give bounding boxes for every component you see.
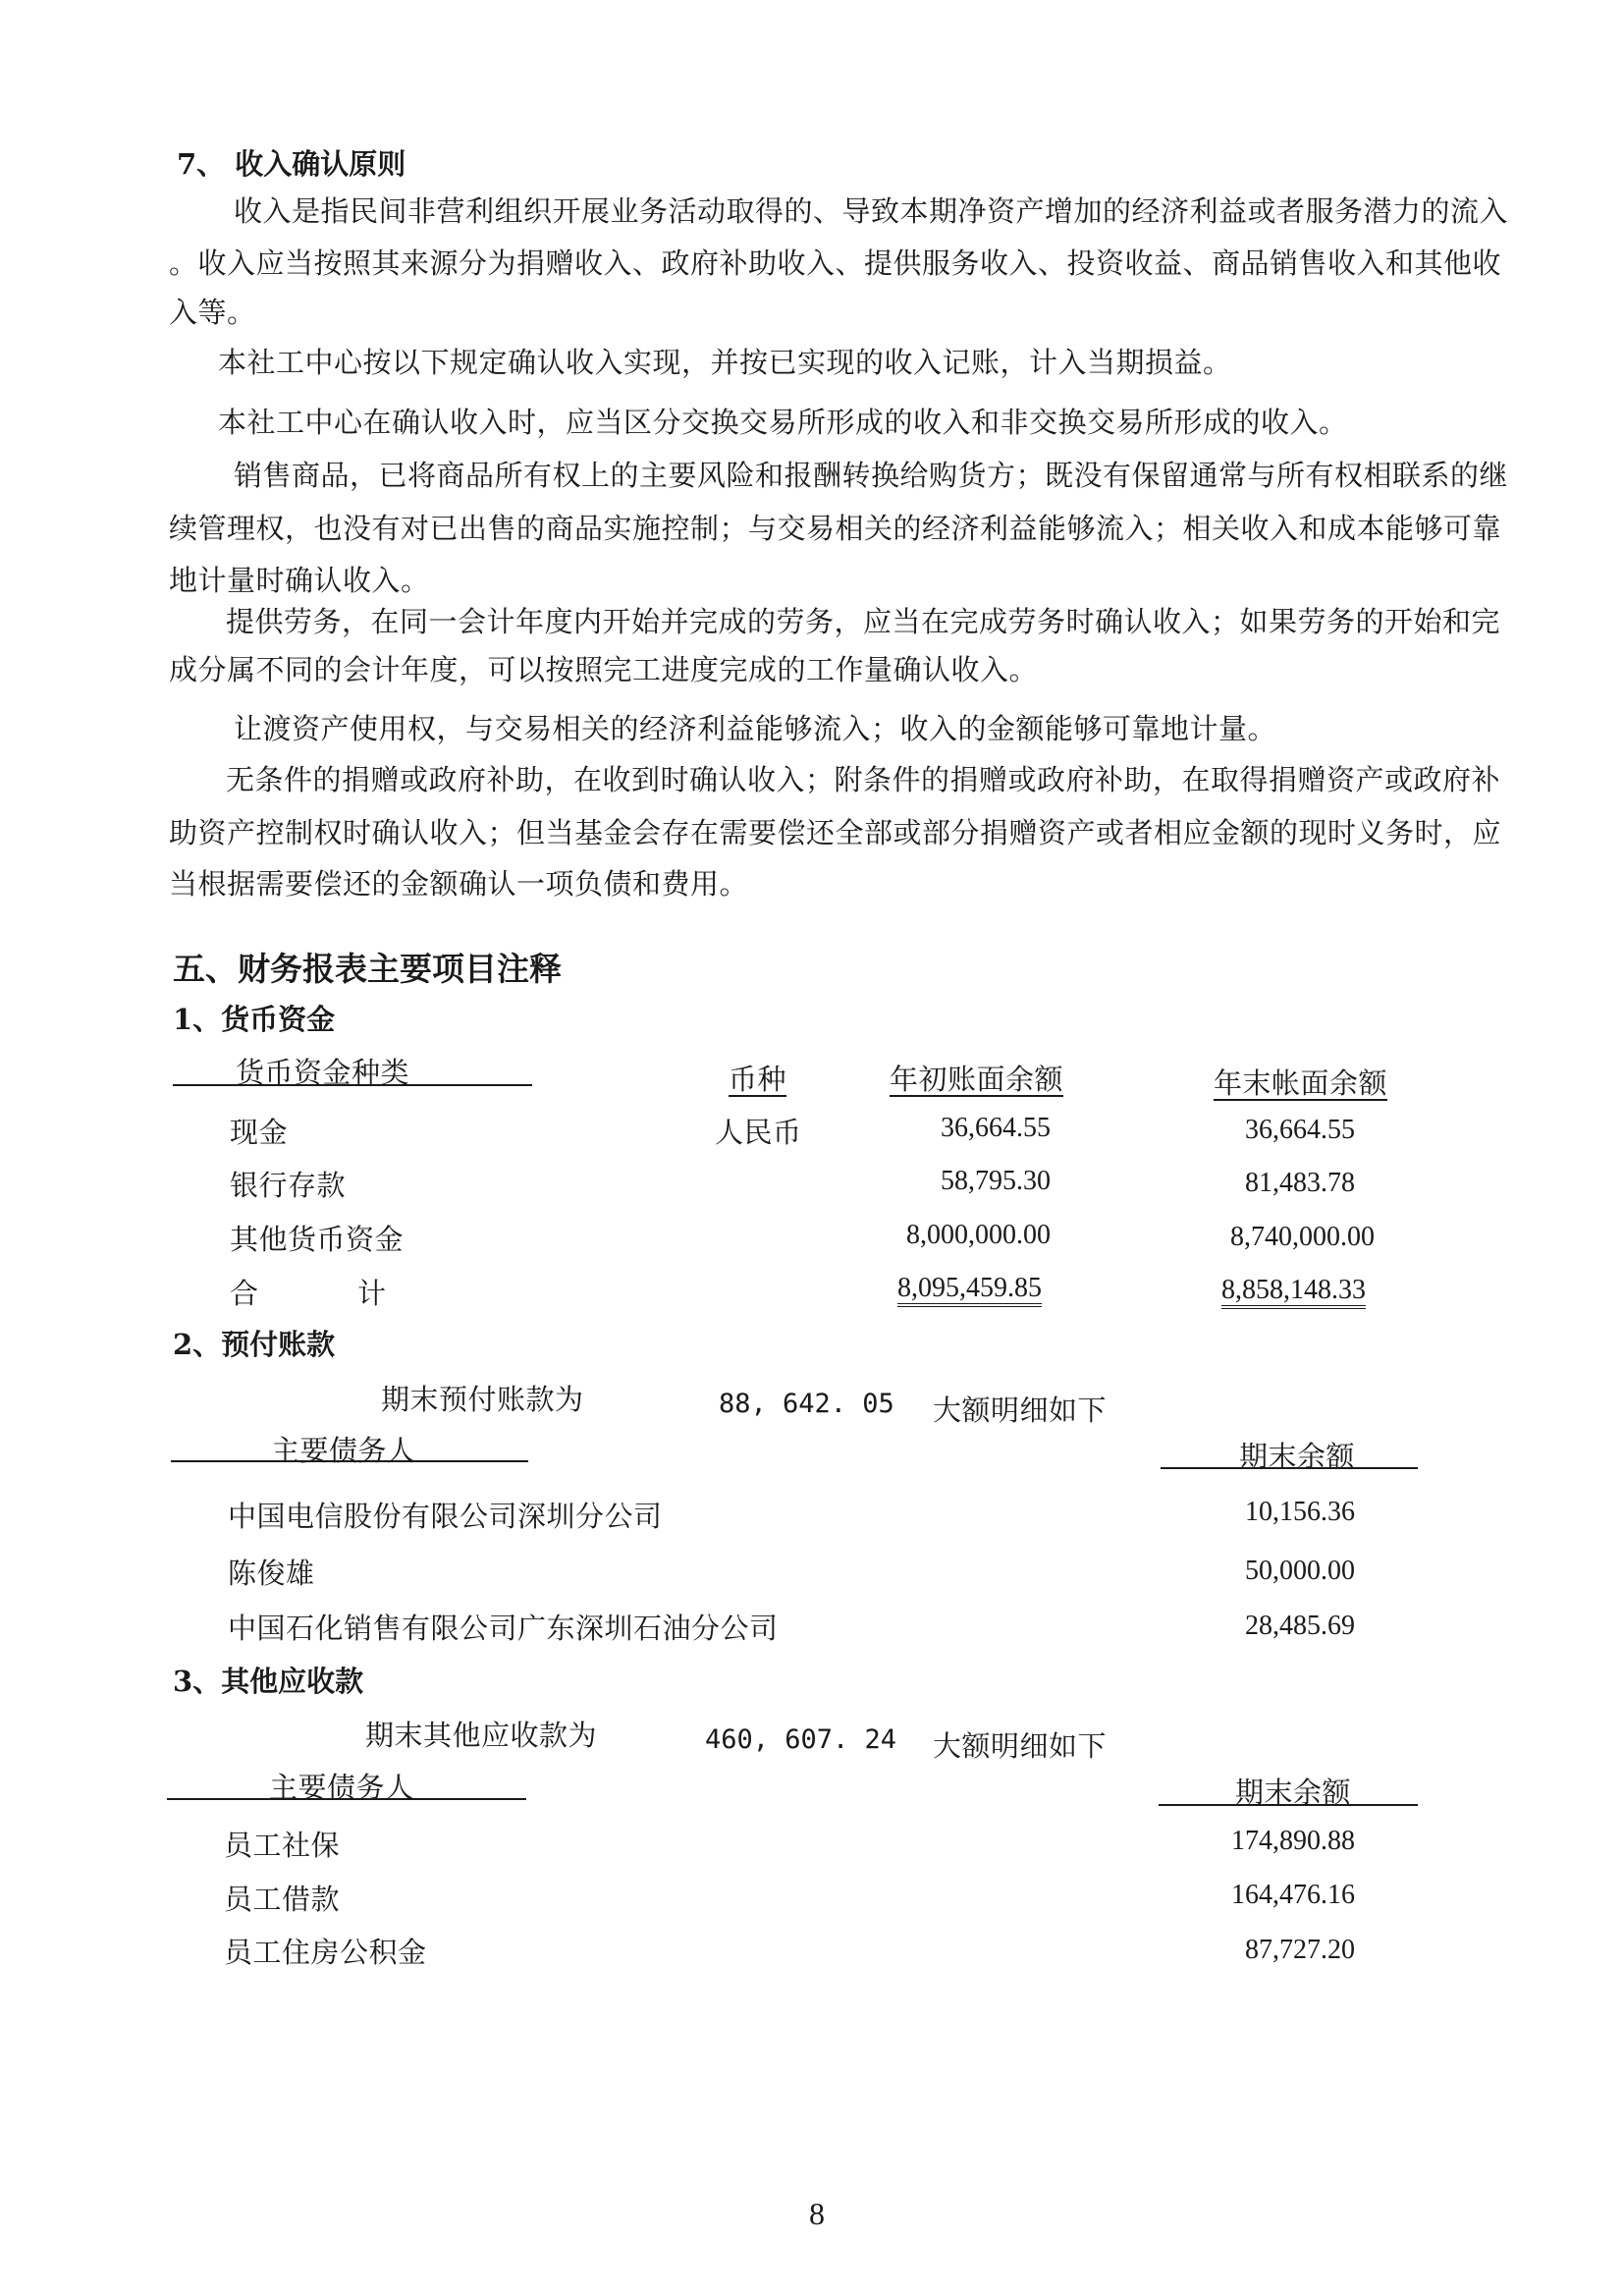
cash-row-closing: 36,664.55: [1245, 1115, 1355, 1145]
paragraph-line: 。收入应当按照其来源分为捐赠收入、政府补助收入、提供服务收入、投资收益、商品销售收入和其他收: [169, 246, 1502, 280]
cash-row-name: 现金: [230, 1116, 289, 1149]
cash-total-label-a: 合: [230, 1277, 259, 1310]
other-receivables-row-name: 员工社保: [224, 1829, 341, 1862]
paragraph-line: 入等。: [169, 296, 256, 329]
other-receivables-row-name: 员工借款: [224, 1883, 341, 1916]
page-number: 8: [809, 2196, 825, 2231]
prepaid-row-balance: 10,156.36: [1245, 1497, 1355, 1527]
cash-row-name: 银行存款: [230, 1169, 347, 1202]
cash-row-opening: 8,000,000.00: [906, 1220, 1051, 1250]
other-receivables-summary-label: 期末其他应收款为: [365, 1719, 598, 1752]
other-receivables-row-balance: 87,727.20: [1245, 1935, 1355, 1965]
prepaid-header-balance: 期末余额: [1239, 1440, 1356, 1473]
prepaid-row-name: 中国石化销售有限公司广东深圳石油分公司: [228, 1612, 779, 1645]
other-receivables-header-balance-rule: [1159, 1804, 1418, 1806]
prepaid-row-name: 中国电信股份有限公司深圳分公司: [228, 1500, 663, 1533]
other-receivables-header-debtor: 主要债务人: [269, 1771, 414, 1804]
cash-header-type: 货币资金种类: [236, 1056, 410, 1089]
cash-row-currency: 人民币: [715, 1116, 802, 1149]
other-receivables-section-title: 3、其他应收款: [173, 1665, 364, 1698]
prepaid-header-balance-rule: [1161, 1467, 1418, 1469]
paragraph-line: 本社工中心在确认收入时，应当区分交换交易所形成的收入和非交换交易所形成的收入。: [218, 406, 1348, 439]
paragraph-line: 续管理权，也没有对已出售的商品实施控制；与交易相关的经济利益能够流入；相关收入和成本能够可靠: [169, 512, 1502, 545]
prepaid-summary-suffix: 大额明细如下: [933, 1394, 1108, 1427]
cash-header-opening: 年初账面余额: [890, 1063, 1064, 1096]
paragraph-line: 地计量时确认收入。: [169, 564, 430, 597]
paragraph-line: 助资产控制权时确认收入；但当基金会存在需要偿还全部或部分捐赠资产或者相应金额的现时义务时，应: [169, 816, 1502, 849]
cash-row-opening: 36,664.55: [941, 1113, 1051, 1143]
section-7-title: 7、 收入确认原则: [177, 147, 406, 181]
cash-row-name: 其他货币资金: [230, 1223, 405, 1256]
prepaid-row-balance: 50,000.00: [1245, 1556, 1355, 1586]
prepaid-summary-value: 88, 642. 05: [719, 1389, 894, 1419]
prepaid-header-debtor: 主要债务人: [271, 1434, 416, 1467]
paragraph-line: 销售商品，已将商品所有权上的主要风险和报酬转换给购货方；既没有保留通常与所有权相联系的继: [234, 459, 1509, 492]
paragraph-line: 让渡资产使用权，与交易相关的经济利益能够流入；收入的金额能够可靠地计量。: [234, 712, 1277, 745]
other-receivables-summary-suffix: 大额明细如下: [933, 1729, 1108, 1763]
other-receivables-header-debtor-rule: [167, 1798, 526, 1800]
prepaid-section-title: 2、预付账款: [173, 1328, 336, 1361]
cash-section-title: 1、货币资金: [173, 1003, 336, 1036]
cash-header-type-rule: [173, 1084, 532, 1086]
prepaid-summary-label: 期末预付账款为: [381, 1383, 584, 1416]
cash-header-currency: 币种: [729, 1063, 787, 1096]
paragraph-line: 本社工中心按以下规定确认收入实现，并按已实现的收入记账，计入当期损益。: [218, 346, 1232, 379]
cash-row-closing: 8,740,000.00: [1230, 1222, 1375, 1252]
paragraph-line: 收入是指民间非营利组织开展业务活动取得的、导致本期净资产增加的经济利益或者服务潜力的流入: [234, 194, 1509, 228]
prepaid-header-debtor-rule: [171, 1460, 528, 1462]
section-5-title: 五、财务报表主要项目注释: [173, 950, 562, 988]
other-receivables-summary-value: 460, 607. 24: [705, 1724, 897, 1755]
paragraph-line: 无条件的捐赠或政府补助，在收到时确认收入；附条件的捐赠或政府补助，在取得捐赠资产或政府补: [226, 763, 1501, 796]
paragraph-line: 当根据需要偿还的金额确认一项负债和费用。: [169, 867, 749, 901]
cash-total-closing: 8,858,148.33: [1221, 1276, 1366, 1309]
other-receivables-row-balance: 174,890.88: [1231, 1826, 1355, 1856]
paragraph-line: 成分属不同的会计年度，可以按照完工进度完成的工作量确认收入。: [169, 653, 1039, 686]
cash-row-opening: 58,795.30: [941, 1166, 1051, 1196]
other-receivables-row-name: 员工住房公积金: [224, 1936, 427, 1969]
cash-header-closing: 年末帐面余额: [1214, 1066, 1388, 1100]
other-receivables-header-balance: 期末余额: [1235, 1776, 1352, 1809]
cash-total-label-b: 计: [357, 1277, 387, 1310]
cash-total-opening: 8,095,459.85: [897, 1274, 1042, 1307]
cash-row-closing: 81,483.78: [1245, 1168, 1355, 1198]
paragraph-line: 提供劳务，在同一会计年度内开始并完成的劳务，应当在完成劳务时确认收入；如果劳务的开始和完: [226, 605, 1501, 638]
prepaid-row-name: 陈俊雄: [228, 1557, 315, 1590]
prepaid-row-balance: 28,485.69: [1245, 1611, 1355, 1641]
other-receivables-row-balance: 164,476.16: [1231, 1880, 1355, 1910]
